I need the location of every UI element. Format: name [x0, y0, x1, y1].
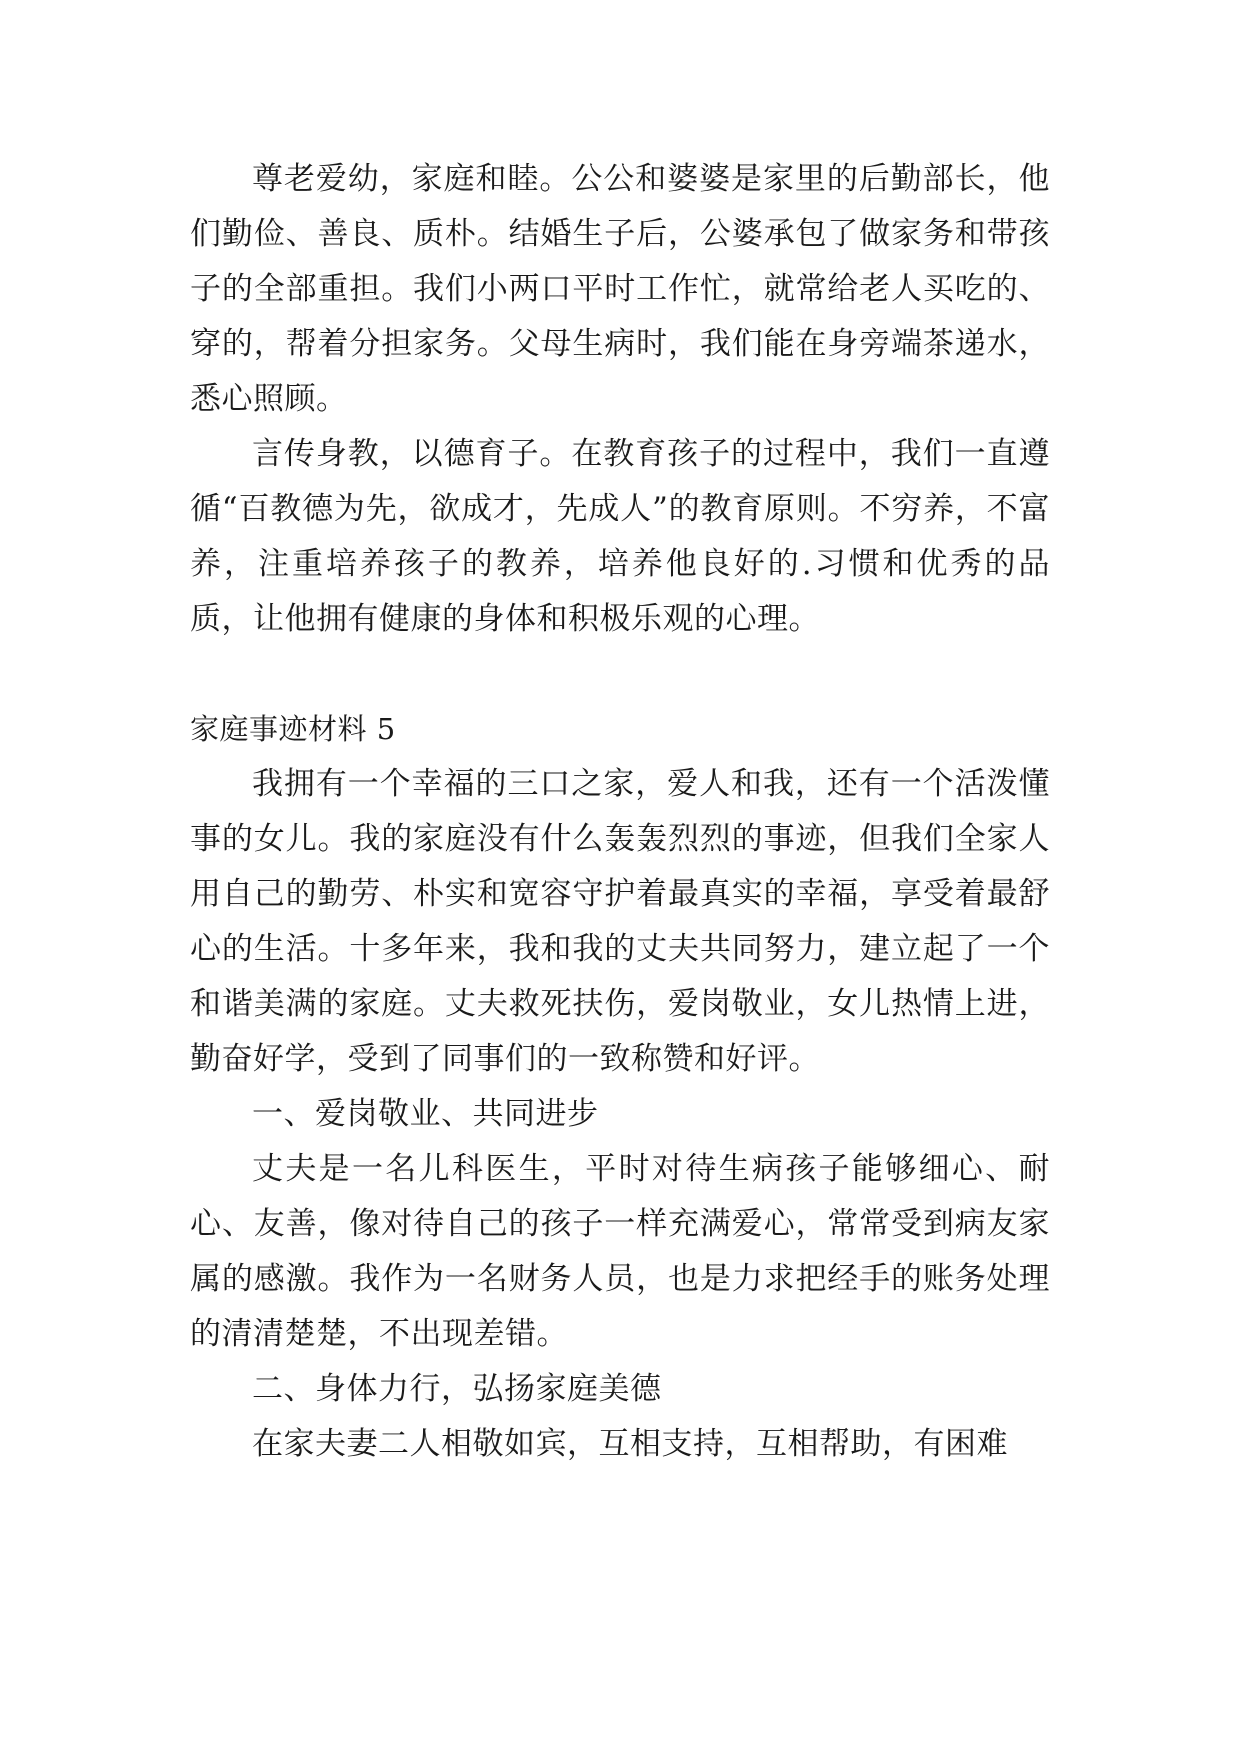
section-spacer [190, 647, 1050, 702]
document-body [190, 152, 1050, 1472]
paragraph-mutual-respect: 在家夫妻二人相敬如宾，互相支持，互相帮助，有困难 [252, 1426, 1008, 1462]
subheading-family-virtue: 二、身体力行，弘扬家庭美德 [252, 1371, 662, 1407]
subheading-dedication: 一、爱岗敬业、共同进步 [252, 1096, 599, 1132]
section-title: 家庭事迹材料 5 [190, 712, 396, 746]
paragraph-respect-elders: 尊老爱幼，家庭和睦。公公和婆婆是家里的后勤部长，他们勤俭、善良、质朴。结婚生子后，公婆承包了做家务和带孩子的全部重担。我们小两口平时工作忙，就常给老人买吃的、穿的，帮着分担家务。父母生病时，我们能在身旁端茶递水，悉心照顾。 [190, 161, 1050, 417]
paragraph-happy-family: 我拥有一个幸福的三口之家，爱人和我，还有一个活泼懂事的女儿。我的家庭没有什么轰轰烈烈的事迹，但我们全家人用自己的勤劳、朴实和宽容守护着最真实的幸福，享受着最舒心的生活。十多年来，我和我的丈夫共同努力，建立起了一个和谐美满的家庭。丈夫救死扶伤，爱岗敬业，女儿热情上进，勤奋好学，受到了同事们的一致称赞和好评。 [190, 766, 1050, 1077]
paragraph-education: 言传身教，以德育子。在教育孩子的过程中，我们一直遵循“百教德为先，欲成才，先成人”的教育原则。不穷养，不富养，注重培养孩子的教养，培养他良好的.习惯和优秀的品质，让他拥有健康的身体和积极乐观的心理。 [190, 436, 1050, 637]
paragraph-husband-doctor: 丈夫是一名儿科医生，平时对待生病孩子能够细心、耐心、友善，像对待自己的孩子一样充满爱心，常常受到病友家属的感激。我作为一名财务人员，也是力求把经手的账务处理的清清楚楚，不出现差错。 [190, 1151, 1050, 1352]
